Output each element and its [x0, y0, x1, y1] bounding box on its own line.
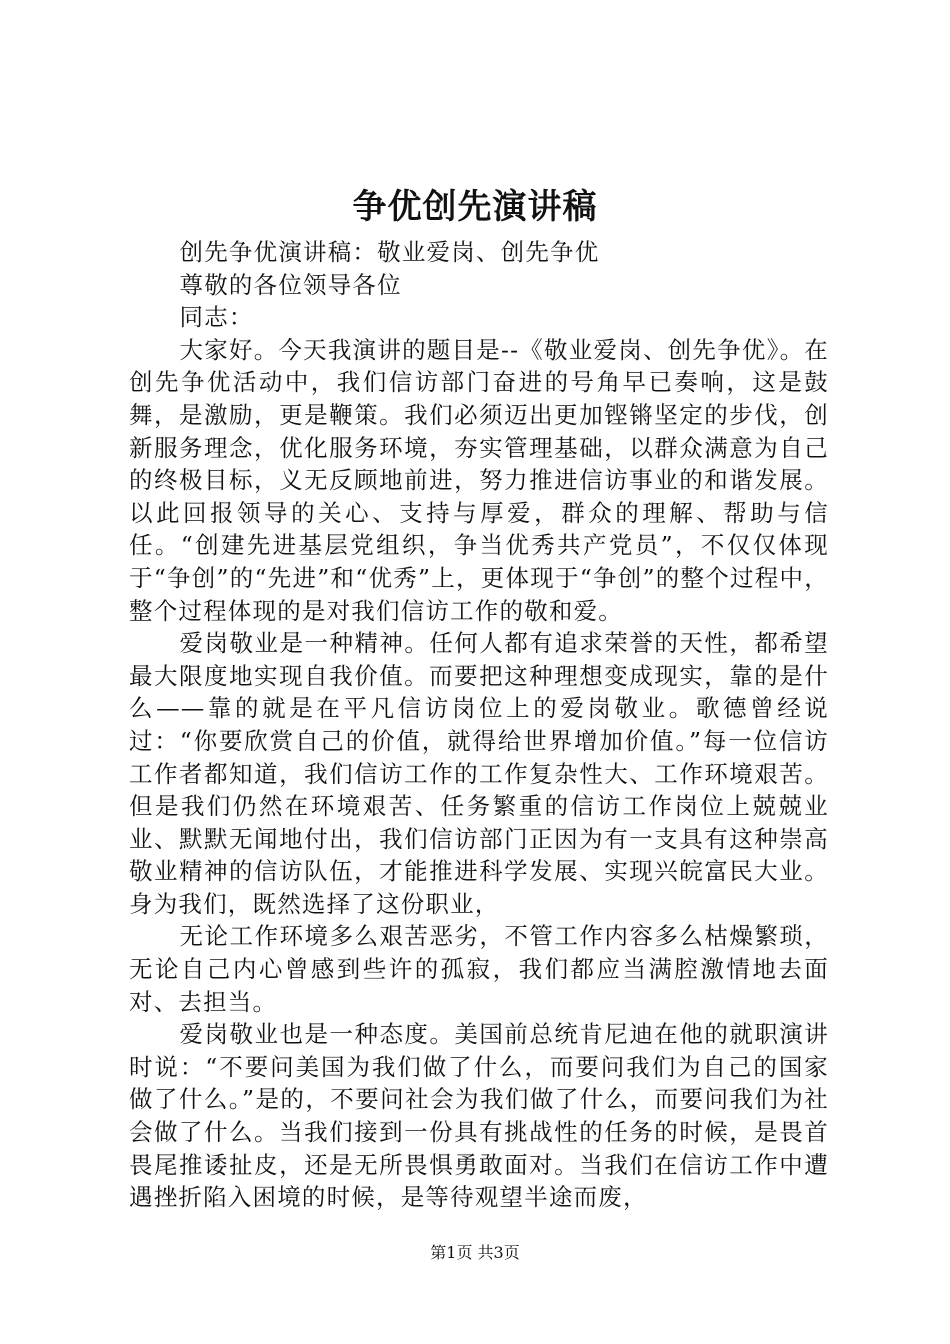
paragraph-body: 爱岗敬业是一种精神。任何人都有追求荣誉的天性，都希望最大限度地实现自我价值。而要把这种理想变成现实，靠的是什么——靠的就是在平凡信访岗位上的爱岗敬业。歌德曾经说过：“你要欣赏自己的价值，就得给世界增加价值。”每一位信访工作者都知道，我们信访工作的工作复杂性大、工作环境艰苦。但是我们仍然在环境艰苦、任务繁重的信访工作岗位上兢兢业业、默默无闻地付出，我们信访部门正因为有一支具有这种崇高敬业精神的信访队伍，才能推进科学发展、实现兴皖富民大业。身为我们，既然选择了这份职业，: [129, 629, 829, 918]
document-title: 争优创先演讲稿: [352, 187, 598, 227]
paragraph-salutation-cont: 同志：: [179, 303, 254, 332]
document-body: [129, 236, 829, 1214]
paragraph-subtitle: 创先争优演讲稿：敬业爱岗、创先争优: [179, 238, 600, 266]
paragraph-body: 爱岗敬业也是一种态度。美国前总统肯尼迪在他的就职演讲时说：“不要问美国为我们做了什么，而要问我们为自己的国家做了什么。”是的，不要问社会为我们做了什么，而要问我们为社会做了什么。当我们接到一份具有挑战性的任务的时候，是畏首畏尾推诿扯皮，还是无所畏惧勇敢面对。当我们在信访工作中遭遇挫折陷入困境的时候，是等待观望半途而废，: [129, 1020, 829, 1212]
paragraph-salutation: 尊敬的各位领导各位: [179, 270, 402, 299]
page-footer: 第1页 共3页: [430, 1243, 520, 1262]
paragraph-body: 大家好。今天我演讲的题目是--《敬业爱岗、创先争优》。在创先争优活动中，我们信访部门奋进的号角早已奏响，这是鼓舞，是激励，更是鞭策。我们必须迈出更加铿锵坚定的步伐，创新服务理念，优化服务环境，夯实管理基础，以群众满意为自己的终极目标，义无反顾地前进，努力推进信访事业的和谐发展。以此回报领导的关心、支持与厚爱，群众的理解、帮助与信任。“创建先进基层党组织，争当优秀共产党员”，不仅仅体现于“争创”的“先进”和“优秀”上，更体现于“争创”的整个过程中，整个过程体现的是对我们信访工作的敬和爱。: [129, 335, 829, 625]
paragraph-body: 无论工作环境多么艰苦恶劣，不管工作内容多么枯燥繁琐，无论自己内心曾感到些许的孤寂，我们都应当满腔激情地去面对、去担当。: [129, 922, 829, 1016]
